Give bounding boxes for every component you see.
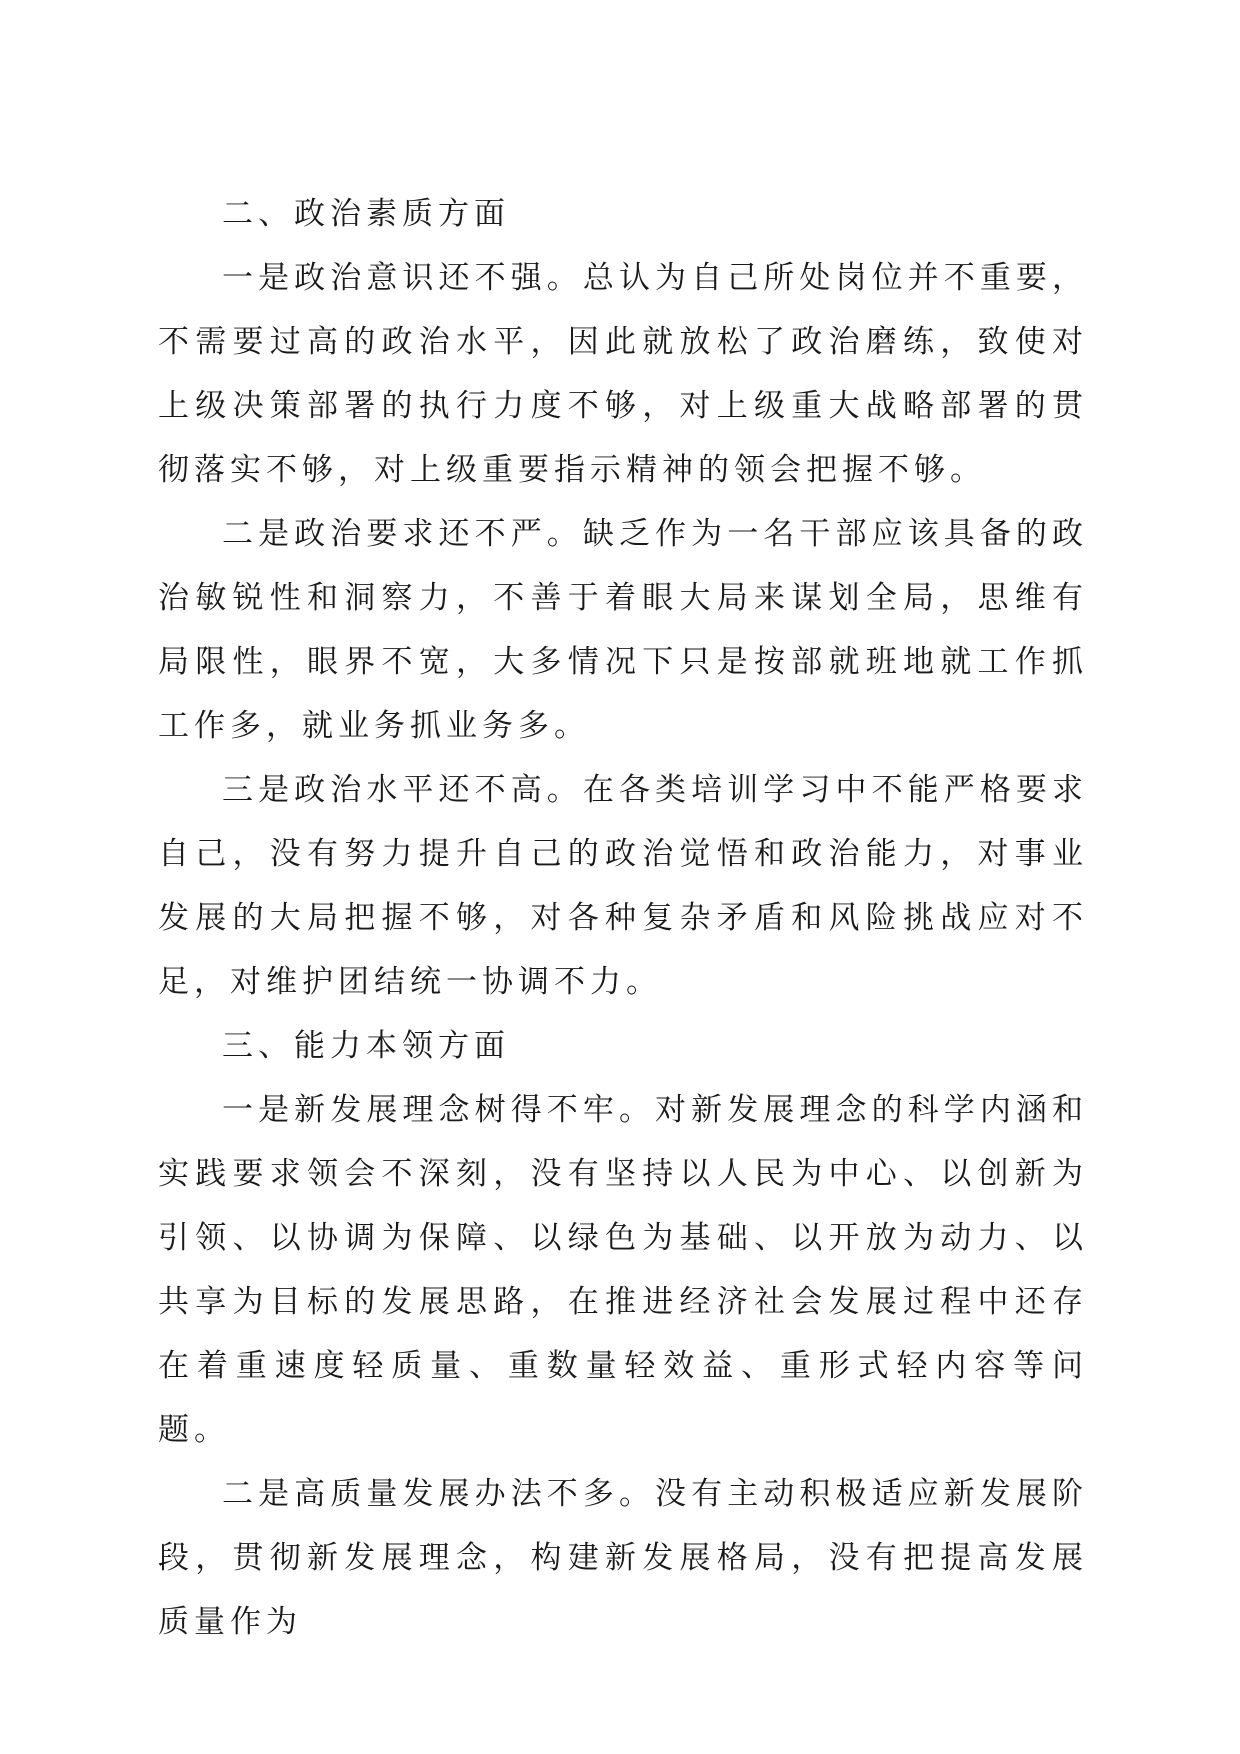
paragraph-political-awareness: 一是政治意识还不强。总认为自己所处岗位并不重要，不需要过高的政治水平，因此就放松了政治磨练，致使对上级决策部署的执行力度不够，对上级重大战略部署的贯彻落实不够，对上级重要指示精神的领会把握不够。 (158, 260, 1088, 488)
paragraph-quality-development: 二是高质量发展办法不多。没有主动积极适应新发展阶段，贯彻新发展理念，构建新发展格局，没有把提高发展质量作为 (158, 1476, 1088, 1640)
section-heading-political-quality: 二、政治素质方面 (222, 196, 510, 232)
section-heading-ability: 三、能力本领方面 (222, 1028, 510, 1064)
paragraph-political-requirements: 二是政治要求还不严。缺乏作为一名干部应该具备的政治敏锐性和洞察力，不善于着眼大局来谋划全局，思维有局限性，眼界不宽，大多情况下只是按部就班地就工作抓工作多，就业务抓业务多。 (158, 516, 1088, 744)
document-body (158, 182, 1088, 1654)
paragraph-development-concept: 一是新发展理念树得不牢。对新发展理念的科学内涵和实践要求领会不深刻，没有坚持以人民为中心、以创新为引领、以协调为保障、以绿色为基础、以开放为动力、以共享为目标的发展思路，在推进经济社会发展过程中还存在着重速度轻质量、重数量轻效益、重形式轻内容等问题。 (158, 1092, 1088, 1448)
paragraph-political-level: 三是政治水平还不高。在各类培训学习中不能严格要求自己，没有努力提升自己的政治觉悟和政治能力，对事业发展的大局把握不够，对各种复杂矛盾和风险挑战应对不足，对维护团结统一协调不力。 (158, 772, 1088, 1000)
